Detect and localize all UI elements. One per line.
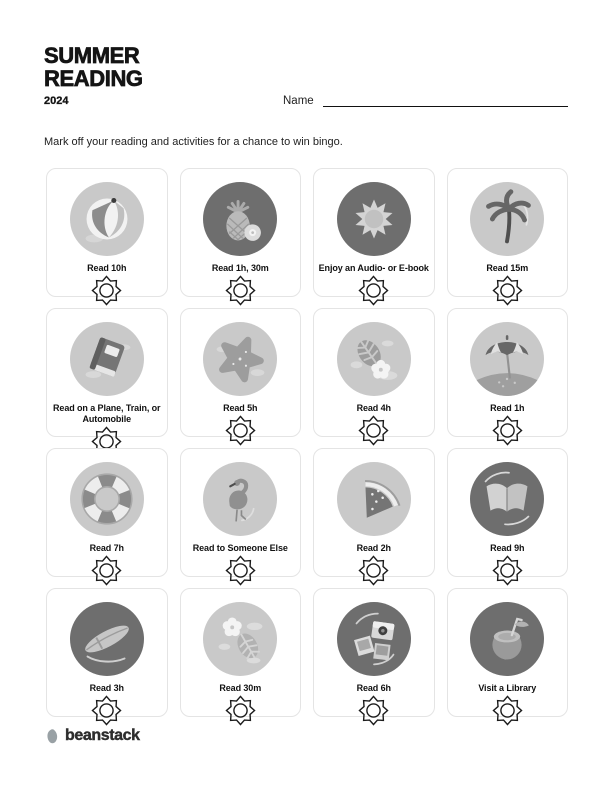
- open-book-icon: [470, 462, 544, 536]
- life-ring-icon: [70, 462, 144, 536]
- card-label: Read 1h, 30m: [211, 263, 269, 273]
- card-label: Read 7h: [89, 543, 124, 553]
- surfboard-icon: [70, 602, 144, 676]
- bingo-card: [313, 308, 435, 437]
- camera-icon: [337, 602, 411, 676]
- bingo-grid: [46, 168, 568, 717]
- sun-stamp-icon: [491, 694, 524, 727]
- sun-icon: [337, 182, 411, 256]
- card-label: Read 3h: [89, 683, 124, 693]
- bingo-card: [447, 168, 569, 297]
- sun-stamp-icon: [357, 694, 390, 727]
- sun-stamp-icon: [357, 414, 390, 447]
- instruction-text: Mark off your reading and activities for a chance to win bingo.: [44, 136, 343, 148]
- bingo-card: [180, 588, 302, 717]
- footer-brand: [46, 727, 140, 745]
- brand-name: beanstack: [65, 727, 140, 744]
- card-label: Read 9h: [490, 543, 525, 553]
- card-label: Read on a Plane, Train, or Automobile: [53, 403, 161, 424]
- sun-stamp-icon: [224, 694, 257, 727]
- title-line-1: SUMMER: [44, 43, 140, 68]
- sun-stamp-icon: [491, 274, 524, 307]
- title-line-2: READING: [44, 66, 143, 91]
- card-label: Read 6h: [356, 683, 391, 693]
- closed-book-icon: [70, 322, 144, 396]
- year-label: 2024: [44, 95, 69, 107]
- sun-stamp-icon: [90, 554, 123, 587]
- sun-stamp-icon: [357, 274, 390, 307]
- page-title: [44, 44, 143, 107]
- card-label: Read 4h: [356, 403, 391, 413]
- bingo-card: [180, 168, 302, 297]
- beanstack-leaf-logo: [46, 728, 59, 745]
- bingo-card: [447, 448, 569, 577]
- bingo-card: [447, 308, 569, 437]
- sun-stamp-icon: [224, 274, 257, 307]
- beach-ball-icon: [70, 182, 144, 256]
- beach-umbrella-icon: [470, 322, 544, 396]
- coconut-drink-icon: [470, 602, 544, 676]
- bingo-card: [46, 308, 168, 437]
- bingo-card: [46, 588, 168, 717]
- sun-stamp-icon: [491, 554, 524, 587]
- bingo-card: [46, 448, 168, 577]
- card-label: Read 1h: [490, 403, 525, 413]
- flamingo-icon: [203, 462, 277, 536]
- sun-stamp-icon: [491, 414, 524, 447]
- bingo-card: [313, 448, 435, 577]
- name-label: Name: [283, 95, 314, 107]
- bingo-card: [313, 588, 435, 717]
- sun-stamp-icon: [224, 554, 257, 587]
- bingo-card: [180, 448, 302, 577]
- card-label: Visit a Library: [478, 683, 537, 693]
- sun-stamp-icon: [357, 554, 390, 587]
- tropical-leaf-icon: [337, 322, 411, 396]
- bingo-card: [46, 168, 168, 297]
- pineapple-icon: [203, 182, 277, 256]
- card-label: Enjoy an Audio- or E-book: [318, 263, 429, 273]
- sun-stamp-icon: [90, 274, 123, 307]
- sun-stamp-icon: [90, 694, 123, 727]
- bingo-card: [313, 168, 435, 297]
- card-label: Read 30m: [219, 683, 262, 693]
- card-label: Read 15m: [486, 263, 529, 273]
- bingo-card: [180, 308, 302, 437]
- hibiscus-icon: [203, 602, 277, 676]
- name-blank-line: [323, 93, 568, 107]
- palm-tree-icon: [470, 182, 544, 256]
- watermelon-icon: [337, 462, 411, 536]
- bingo-card: [447, 588, 569, 717]
- sun-stamp-icon: [224, 414, 257, 447]
- card-label: Read 10h: [87, 263, 127, 273]
- card-label: Read 2h: [356, 543, 391, 553]
- name-field: [283, 93, 568, 107]
- card-label: Read to Someone Else: [192, 543, 288, 553]
- card-label: Read 5h: [223, 403, 258, 413]
- starfish-icon: [203, 322, 277, 396]
